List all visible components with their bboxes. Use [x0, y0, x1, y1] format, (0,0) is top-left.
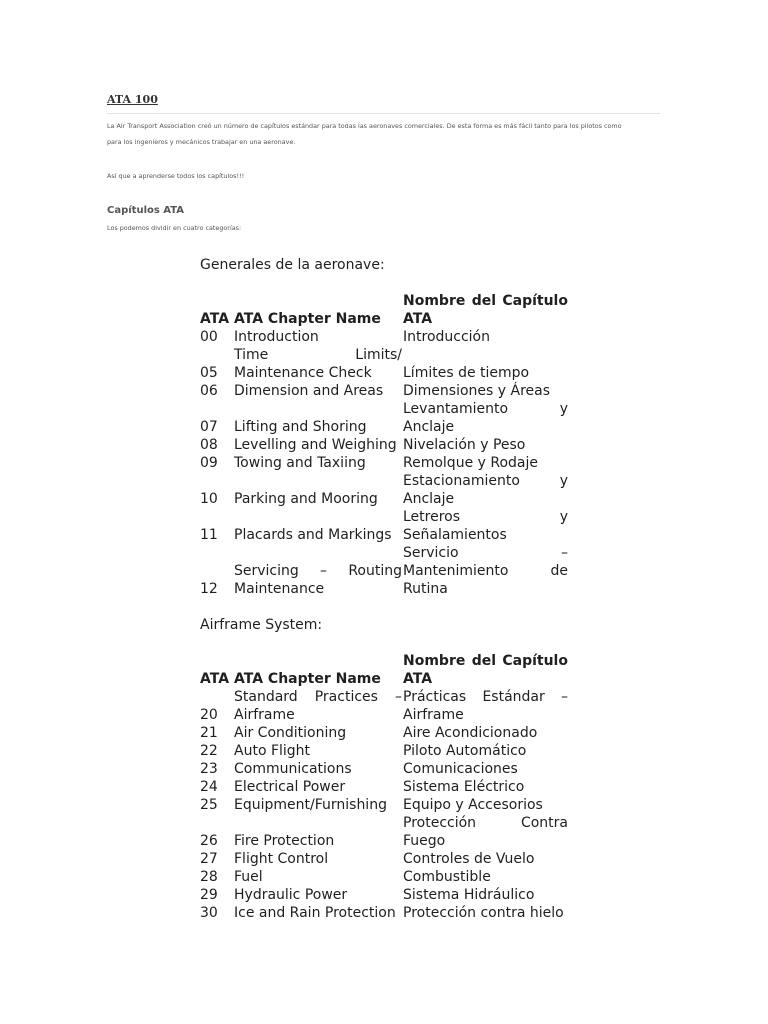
chapter-number: 10	[200, 491, 218, 507]
word: Standard	[234, 689, 298, 705]
word: Servicing	[234, 563, 299, 579]
chapter-name-es	[403, 400, 568, 418]
title-divider	[107, 113, 660, 114]
word: –	[561, 689, 568, 705]
word: de	[550, 563, 568, 579]
column-header-es-line2: ATA	[403, 311, 433, 327]
chapter-name-es: Remolque y Rodaje	[403, 455, 538, 471]
chapter-name-es-line2: Señalamientos	[403, 527, 507, 543]
word: Protección	[403, 815, 477, 831]
chapter-name-en	[234, 688, 402, 706]
header-word: del	[471, 293, 497, 309]
column-header-es	[403, 292, 568, 310]
chapter-number: 07	[200, 419, 218, 435]
word: Levantamiento	[403, 401, 509, 417]
word: y	[559, 473, 568, 489]
chapter-name-es-line2: Anclaje	[403, 419, 455, 435]
chapter-name-es-line2: Fuego	[403, 833, 446, 849]
chapter-name-en: Levelling and Weighing	[234, 437, 397, 453]
chapter-number: 11	[200, 527, 218, 543]
header-word: Capítulo	[502, 653, 568, 669]
chapter-number: 29	[200, 887, 218, 903]
chapter-number: 28	[200, 869, 218, 885]
chapter-number: 24	[200, 779, 218, 795]
chapter-name-es-line2: Airframe	[403, 707, 464, 723]
header-word: Capítulo	[502, 293, 568, 309]
column-header-ata: ATA	[200, 671, 230, 687]
chapters-heading: Capítulos ATA	[107, 205, 185, 216]
intro-paragraph	[107, 118, 667, 184]
word: Prácticas	[403, 689, 467, 705]
chapter-name-en: Electrical Power	[234, 779, 346, 795]
chapter-number: 30	[200, 905, 218, 921]
column-header-es	[403, 652, 568, 670]
word: Servicio	[403, 545, 459, 561]
word: Estacionamiento	[403, 473, 520, 489]
chapter-name-en: Placards and Markings	[234, 527, 392, 543]
intro-line: para los ingenieros y mecánicos trabajar en una aeronave.	[107, 138, 296, 146]
chapter-name-es: Introducción	[403, 329, 490, 345]
chapter-name-es: Dimensiones y Áreas	[403, 383, 551, 399]
word: Practices	[314, 689, 378, 705]
chapter-name-en: Air Conditioning	[234, 725, 347, 741]
word: y	[559, 509, 568, 525]
column-header-es-line2: ATA	[403, 671, 433, 687]
chapter-name-en: Flight Control	[234, 851, 329, 867]
intro-line: La Air Transport Association creó un número de capítulos estándar para todas las aeronaves comerciales. De esta forma es más fácil tanto para los pilotos como	[107, 122, 622, 130]
chapter-name-es	[403, 508, 568, 526]
chapter-name-en: Fuel	[234, 869, 263, 885]
chapter-name-en: Lifting and Shoring	[234, 419, 367, 435]
chapter-name-es: Límites de tiempo	[403, 365, 530, 381]
word: Time	[234, 347, 269, 363]
chapters-subheading: Los podemos dividir en cuatro categorías:	[107, 224, 242, 232]
chapter-number: 05	[200, 365, 218, 381]
chapter-name-en: Communications	[234, 761, 352, 777]
header-word: Nombre	[403, 653, 466, 669]
chapter-name-es-line2	[403, 562, 568, 580]
chapter-name-es: Equipo y Accesorios	[403, 797, 543, 813]
chapter-name-es: Comunicaciones	[403, 761, 518, 777]
intro-line: Así que a aprenderse todos los capítulos!!!	[107, 172, 245, 180]
chapter-number: 22	[200, 743, 218, 759]
chapter-name-es: Sistema Hidráulico	[403, 887, 535, 903]
chapter-number: 09	[200, 455, 218, 471]
chapter-name-en: Dimension and Areas	[234, 383, 384, 399]
chapter-name-es: Aire Acondicionado	[403, 725, 538, 741]
word: Routing	[348, 563, 402, 579]
chapter-name-es: Controles de Vuelo	[403, 851, 535, 867]
chapter-name-en-line2: Airframe	[234, 707, 295, 723]
chapter-name-es	[403, 472, 568, 490]
chapter-number: 08	[200, 437, 218, 453]
chapter-number: 25	[200, 797, 218, 813]
chapter-number: 27	[200, 851, 218, 867]
chapter-number: 23	[200, 761, 218, 777]
section-title: Generales de la aeronave:	[200, 257, 385, 273]
word: –	[320, 563, 328, 579]
chapter-name-es: Combustible	[403, 869, 491, 885]
word: –	[394, 689, 402, 705]
word: Letreros	[403, 509, 461, 525]
chapter-number: 00	[200, 329, 218, 345]
chapter-name-en: Introduction	[234, 329, 319, 345]
word: Estándar	[482, 689, 545, 705]
chapter-name-es-line2: Anclaje	[403, 491, 455, 507]
column-header-ata: ATA	[200, 311, 230, 327]
chapter-number: 20	[200, 707, 218, 723]
chapter-number: 12	[200, 581, 218, 597]
chapter-number: 26	[200, 833, 218, 849]
column-header-en: ATA Chapter Name	[234, 671, 381, 687]
page-title: ATA 100	[107, 93, 158, 106]
chapter-name-en: Towing and Taxiing	[234, 455, 366, 471]
chapter-name-en: Equipment/Furnishing	[234, 797, 387, 813]
chapter-name-en: Fire Protection	[234, 833, 335, 849]
chapter-name-es: Piloto Automático	[403, 743, 527, 759]
chapter-name-es: Nivelación y Peso	[403, 437, 526, 453]
word: Contra	[520, 815, 568, 831]
chapter-number: 21	[200, 725, 218, 741]
chapter-name-es: Protección contra hielo	[403, 905, 564, 921]
chapter-name-en: Hydraulic Power	[234, 887, 348, 903]
chapter-number: 06	[200, 383, 218, 399]
column-header-en: ATA Chapter Name	[234, 311, 381, 327]
chapter-name-en	[234, 346, 402, 364]
chapter-name-en-line2: Maintenance	[234, 581, 325, 597]
chapter-name-es: Sistema Eléctrico	[403, 779, 525, 795]
chapter-name-en	[234, 562, 402, 580]
header-word: Nombre	[403, 293, 466, 309]
word: y	[559, 401, 568, 417]
word: Mantenimiento	[403, 563, 509, 579]
chapter-name-es-line3: Rutina	[403, 581, 448, 597]
chapter-name-en: Ice and Rain Protection	[234, 905, 396, 921]
word: –	[561, 545, 568, 561]
chapter-name-en: Auto Flight	[234, 743, 311, 759]
header-word: del	[471, 653, 497, 669]
section-title: Airframe System:	[200, 617, 323, 633]
chapter-name-en-line2: Maintenance Check	[234, 365, 372, 381]
chapter-name-en: Parking and Mooring	[234, 491, 378, 507]
chapter-name-es	[403, 814, 568, 832]
word: Limits/	[355, 347, 402, 363]
chapter-name-es	[403, 688, 568, 706]
chapter-name-es	[403, 544, 568, 562]
